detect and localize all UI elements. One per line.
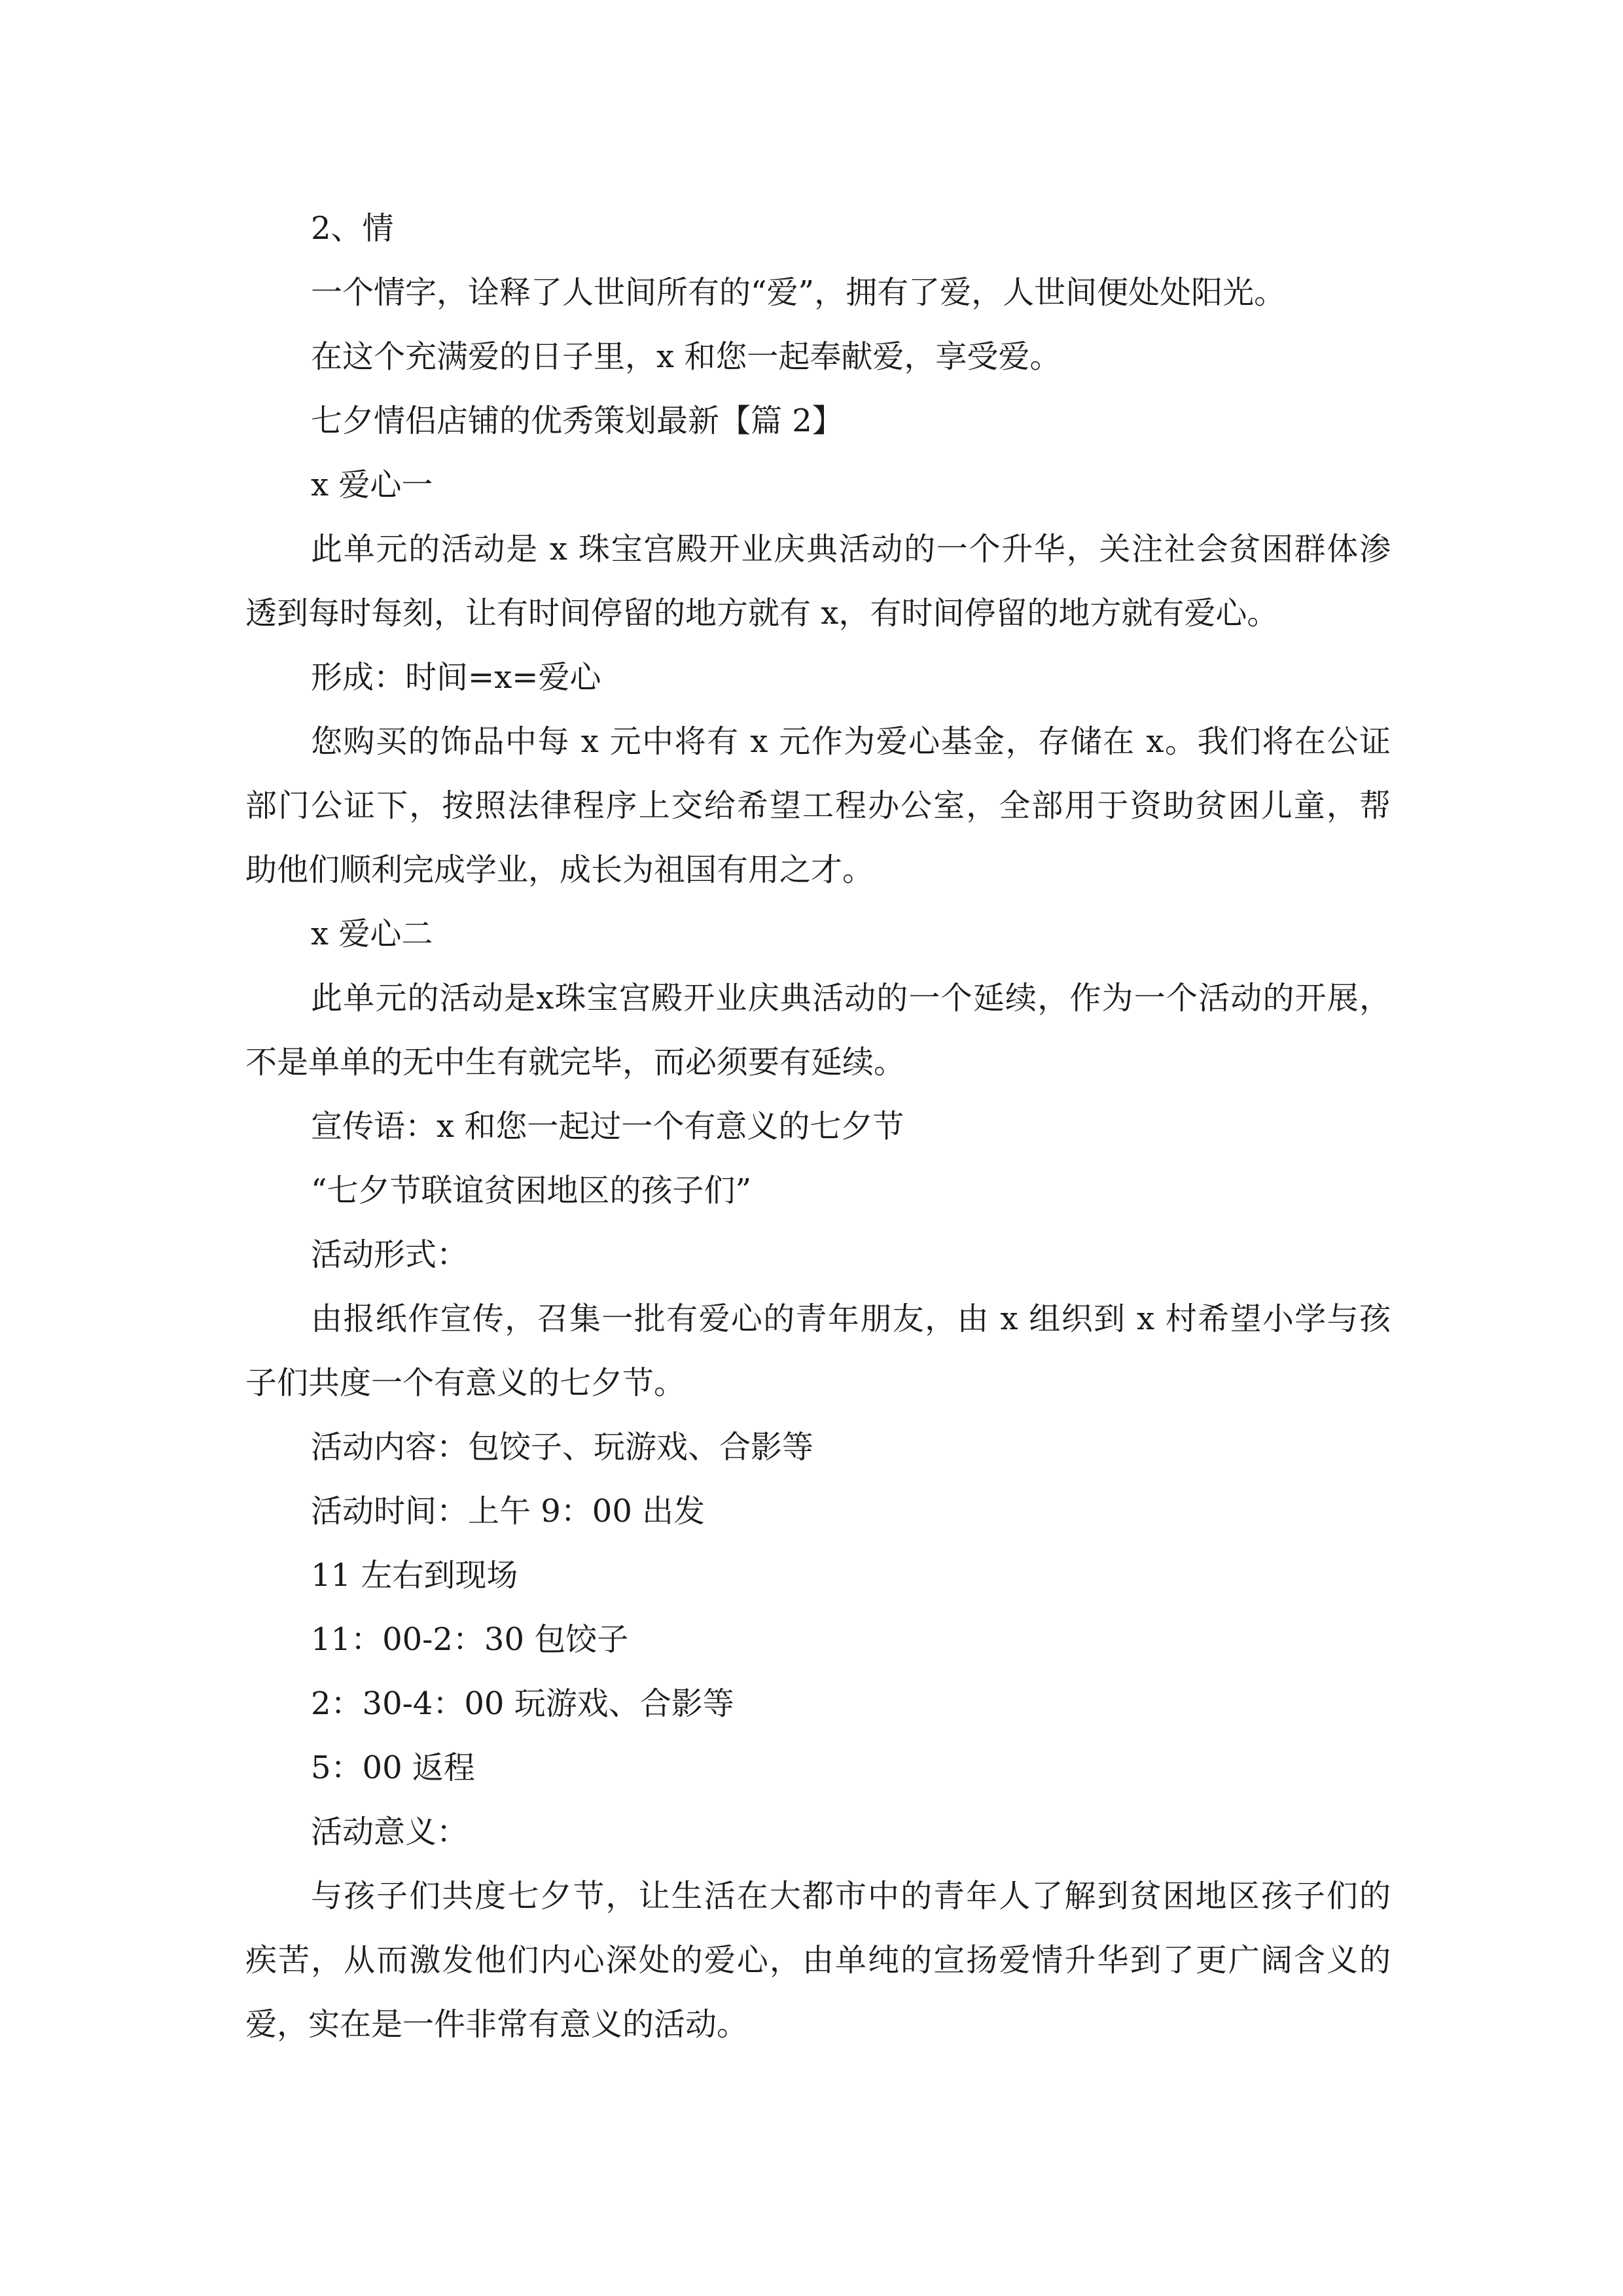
paragraph-line: 此单元的活动是 x 珠宝宫殿开业庆典活动的一个升华，关注社会贫困群体渗 bbox=[311, 531, 1391, 567]
paragraph-line: 活动时间：上午 9：00 出发 bbox=[311, 1493, 705, 1530]
paragraph-line: 子们共度一个有意义的七夕节。 bbox=[245, 1365, 686, 1401]
paragraph-line: 5：00 返程 bbox=[311, 1749, 475, 1786]
paragraph-line: 11：00-2：30 包饺子 bbox=[311, 1621, 629, 1658]
subheading: x 爱心二 bbox=[311, 916, 433, 952]
paragraph-line: 您购买的饰品中每 x 元中将有 x 元作为爱心基金，存储在 x。我们将在公证 bbox=[311, 723, 1391, 760]
paragraph-line: 一个情字，诠释了人世间所有的“爱”，拥有了爱，人世间便处处阳光。 bbox=[311, 274, 1286, 311]
paragraph-line: 在这个充满爱的日子里，x 和您一起奉献爱，享受爱。 bbox=[311, 338, 1061, 375]
paragraph-line: 不是单单的无中生有就完毕，而必须要有延续。 bbox=[245, 1044, 906, 1081]
paragraph-line: 活动形式： bbox=[311, 1236, 469, 1273]
paragraph-line: 透到每时每刻，让有时间停留的地方就有 x，有时间停留的地方就有爱心。 bbox=[245, 595, 1279, 632]
paragraph-line: 活动内容：包饺子、玩游戏、合影等 bbox=[311, 1429, 814, 1465]
paragraph-line: 活动意义： bbox=[311, 1814, 469, 1850]
paragraph-line: 爱，实在是一件非常有意义的活动。 bbox=[245, 2006, 749, 2043]
paragraph-line: 宣传语：x 和您一起过一个有意义的七夕节 bbox=[311, 1108, 904, 1145]
paragraph-line: 11 左右到现场 bbox=[311, 1557, 518, 1594]
paragraph-line: 部门公证下，按照法律程序上交给希望工程办公室，全部用于资助贫困儿童，帮 bbox=[245, 787, 1391, 824]
section-heading: 2、情 bbox=[311, 210, 394, 247]
paragraph-line: 2：30-4：00 玩游戏、合影等 bbox=[311, 1685, 734, 1722]
paragraph-line: 由报纸作宣传，召集一批有爱心的青年朋友，由 x 组织到 x 村希望小学与孩 bbox=[311, 1300, 1391, 1337]
subheading: x 爱心一 bbox=[311, 467, 433, 503]
paragraph-line: 疾苦，从而激发他们内心深处的爱心，由单纯的宣扬爱情升华到了更广阔含义的 bbox=[245, 1942, 1391, 1979]
paragraph-line: “七夕节联谊贫困地区的孩子们” bbox=[311, 1172, 752, 1209]
paragraph-line: 助他们顺利完成学业，成长为祖国有用之才。 bbox=[245, 852, 874, 888]
paragraph-line: 与孩子们共度七夕节，让生活在大都市中的青年人了解到贫困地区孩子们的 bbox=[311, 1878, 1391, 1914]
paragraph-line: 形成：时间=x=爱心 bbox=[311, 659, 601, 696]
paragraph-line: 此单元的活动是x珠宝宫殿开业庆典活动的一个延续，作为一个活动的开展， bbox=[311, 980, 1391, 1016]
section-title: 七夕情侣店铺的优秀策划最新【篇 2】 bbox=[311, 403, 844, 439]
